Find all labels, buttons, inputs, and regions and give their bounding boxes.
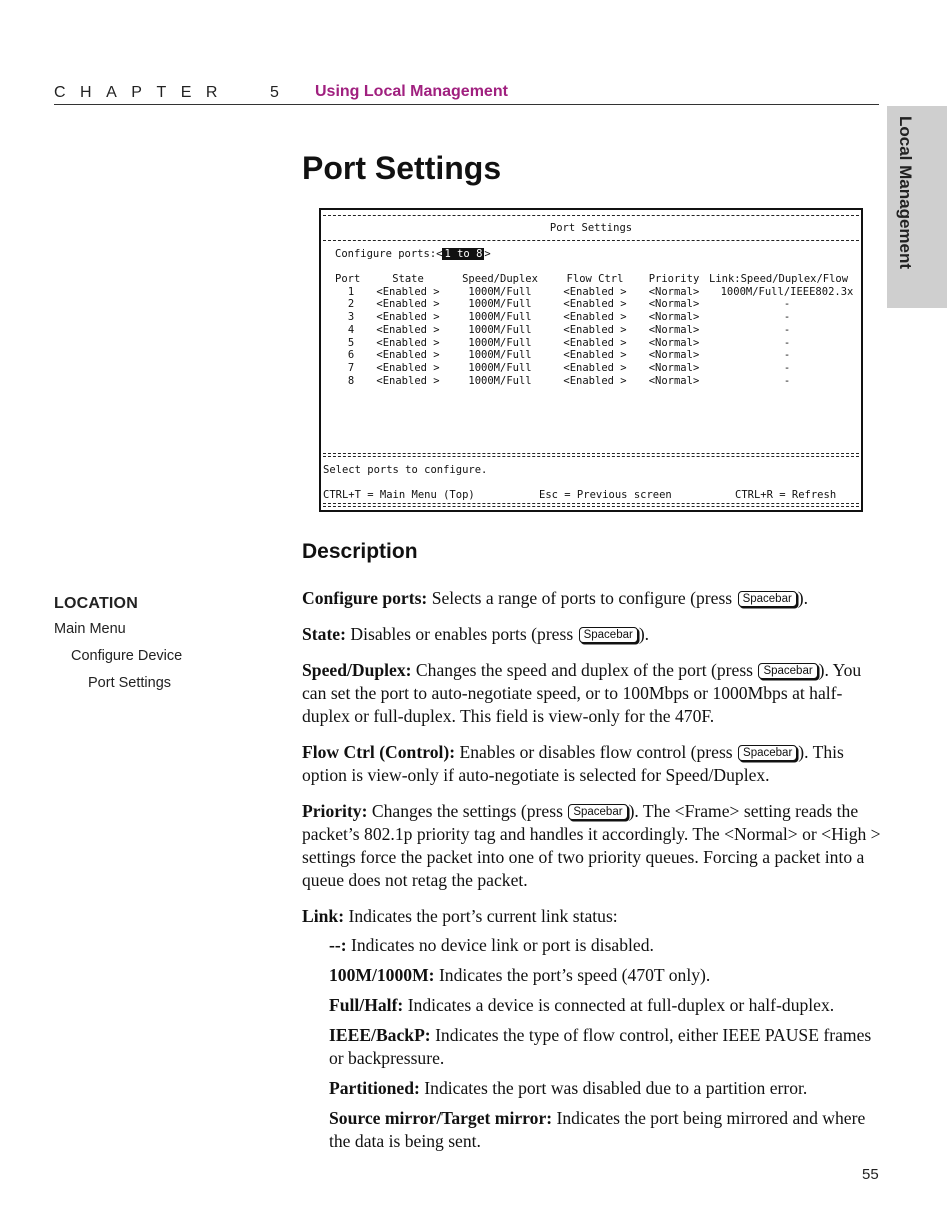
state-field[interactable]: <Enabled > <box>376 323 440 336</box>
state-field[interactable]: <Enabled > <box>376 298 440 311</box>
footer-refresh: CTRL+R = Refresh <box>735 489 837 501</box>
flow-ctrl-field[interactable]: <Enabled > <box>563 298 627 311</box>
footer-previous-screen: Esc = Previous screen <box>539 489 672 501</box>
column-header: Port <box>335 273 361 285</box>
speed-duplex-field[interactable]: 1000M/Full <box>468 285 532 298</box>
definition: Indicates no device link or port is disabled. <box>350 935 654 955</box>
port-number: 2 <box>347 298 355 311</box>
table-row <box>335 375 865 388</box>
priority-field[interactable]: <Normal> <box>648 298 700 311</box>
location-item: Port Settings <box>88 675 172 691</box>
priority-field[interactable]: <Normal> <box>648 311 700 324</box>
table-row <box>335 286 865 299</box>
term: 100M/1000M: <box>329 965 435 985</box>
term: Speed/Duplex: <box>302 660 412 680</box>
term: Link: <box>302 906 345 926</box>
desc-speed-duplex <box>302 659 882 728</box>
description-body <box>302 587 882 1160</box>
term: Flow Ctrl (Control): <box>302 742 456 762</box>
term: Partitioned: <box>329 1078 420 1098</box>
link-status: - <box>783 323 791 336</box>
port-number: 5 <box>347 336 355 349</box>
desc-link-sub <box>329 1024 882 1070</box>
divider <box>323 240 859 241</box>
port-number: 3 <box>347 311 355 324</box>
desc-link-sub <box>329 934 882 957</box>
priority-field[interactable]: <Normal> <box>648 361 700 374</box>
table-row <box>335 337 865 350</box>
description-heading: Description <box>302 540 418 563</box>
link-status: - <box>783 298 791 311</box>
link-status: 1000M/Full/IEEE802.3x <box>720 285 854 298</box>
chapter-word: CHAPTER <box>54 84 232 101</box>
definition: Selects a range of ports to configure (press <box>431 588 733 608</box>
speed-duplex-field[interactable]: 1000M/Full <box>468 323 532 336</box>
term: Configure ports: <box>302 588 428 608</box>
definition: ). The <Frame> setting reads the packet’s 802.1p priority tag and handles it accordingly. The <Normal> or <High > settings force the packet into one of two priority queues. Forcing a packet into a queue does not retag the packet. <box>302 801 881 890</box>
priority-field[interactable]: <Normal> <box>648 374 700 387</box>
state-field[interactable]: <Enabled > <box>376 361 440 374</box>
port-number: 1 <box>347 285 355 298</box>
desc-link-sub <box>329 994 882 1017</box>
port-number: 6 <box>347 349 355 362</box>
definition: ). This option is view-only if auto-negotiate is selected for Speed/Duplex. <box>302 742 844 785</box>
link-status: - <box>783 349 791 362</box>
term: Priority: <box>302 801 368 821</box>
link-status: - <box>783 374 791 387</box>
flow-ctrl-field[interactable]: <Enabled > <box>563 323 627 336</box>
priority-field[interactable]: <Normal> <box>648 323 700 336</box>
state-field[interactable]: <Enabled > <box>376 374 440 387</box>
link-status: - <box>783 361 791 374</box>
column-header: Speed/Duplex <box>462 273 538 285</box>
spacebar-key: Spacebar <box>738 745 797 761</box>
divider <box>323 453 859 457</box>
location-item: Main Menu <box>54 621 126 637</box>
flow-ctrl-field[interactable]: <Enabled > <box>563 374 627 387</box>
state-field[interactable]: <Enabled > <box>376 349 440 362</box>
term: IEEE/BackP: <box>329 1025 431 1045</box>
spacebar-key: Spacebar <box>758 663 817 679</box>
priority-field[interactable]: <Normal> <box>648 285 700 298</box>
term: Source mirror/Target mirror: <box>329 1108 553 1128</box>
definition: Indicates the port was disabled due to a partition error. <box>424 1078 808 1098</box>
definition: Indicates the port’s current link status: <box>348 906 618 926</box>
desc-flow-ctrl <box>302 741 882 787</box>
flow-ctrl-field[interactable]: <Enabled > <box>563 285 627 298</box>
chapter-number: 5 <box>270 84 279 101</box>
port-number: 4 <box>347 323 355 336</box>
definition: Enables or disables flow control (press <box>459 742 733 762</box>
flow-ctrl-field[interactable]: <Enabled > <box>563 311 627 324</box>
definition: Changes the settings (press <box>371 801 563 821</box>
term: Full/Half: <box>329 995 404 1015</box>
priority-field[interactable]: <Normal> <box>648 349 700 362</box>
definition: ). You can set the port to auto-negotiate speed, or to 100Mbps or 1000Mbps at half-duplex or full-duplex. This field is view-only for the 470F. <box>302 660 862 726</box>
flow-ctrl-field[interactable]: <Enabled > <box>563 361 627 374</box>
speed-duplex-field[interactable]: 1000M/Full <box>468 298 532 311</box>
definition: Indicates a device is connected at full-duplex or half-duplex. <box>407 995 835 1015</box>
desc-link-sub <box>329 964 882 987</box>
table-row <box>335 298 865 311</box>
definition: Indicates the type of flow control, either IEEE PAUSE frames or backpressure. <box>329 1025 872 1068</box>
desc-state: State: Disables or enables ports (press Spacebar ). <box>302 624 650 644</box>
column-header: Priority <box>648 273 700 285</box>
desc-link-sub <box>329 1077 882 1100</box>
desc-link-sub <box>329 1107 882 1153</box>
link-status: - <box>783 336 791 349</box>
divider <box>323 503 859 507</box>
definition: Indicates the port being mirrored and where the data is being sent. <box>329 1108 866 1151</box>
column-header: Flow Ctrl <box>566 273 624 285</box>
spacebar-key: Spacebar <box>568 804 627 820</box>
chapter-header <box>54 82 879 105</box>
page-title: Port Settings <box>302 150 502 186</box>
term: State: <box>302 624 346 644</box>
status-line: Select ports to configure. <box>323 464 488 476</box>
definition: Changes the speed and duplex of the port (press <box>415 660 754 680</box>
configure-ports-label: Configure ports:< <box>335 248 443 260</box>
speed-duplex-field[interactable]: 1000M/Full <box>468 361 532 374</box>
port-table <box>335 273 865 387</box>
desc-link <box>302 905 882 928</box>
table-row <box>335 362 865 375</box>
speed-duplex-field[interactable]: 1000M/Full <box>468 374 532 387</box>
state-field[interactable]: <Enabled > <box>376 285 440 298</box>
speed-duplex-field[interactable]: 1000M/Full <box>468 349 532 362</box>
speed-duplex-field[interactable]: 1000M/Full <box>468 311 532 324</box>
speed-duplex-field[interactable]: 1000M/Full <box>468 336 532 349</box>
configure-ports-field[interactable]: 1 to 8 <box>444 248 483 260</box>
link-status: - <box>783 311 791 324</box>
terminal-title: Port Settings <box>549 222 633 234</box>
desc-priority <box>302 800 882 892</box>
divider <box>323 215 859 216</box>
chapter-title: Using Local Management <box>315 83 508 100</box>
state-field[interactable]: <Enabled > <box>376 336 440 349</box>
table-row <box>335 324 865 337</box>
location-heading: LOCATION <box>54 595 138 612</box>
definition: Disables or enables ports (press <box>350 624 574 644</box>
flow-ctrl-field[interactable]: <Enabled > <box>563 336 627 349</box>
location-box <box>54 595 182 702</box>
port-number: 8 <box>347 374 355 387</box>
port-number: 7 <box>347 361 355 374</box>
side-tab <box>887 106 947 308</box>
desc-configure-ports: Configure ports: Selects a range of ports to configure (press Spacebar ). <box>302 588 809 608</box>
page-number: 55 <box>862 1166 879 1183</box>
location-item: Configure Device <box>71 648 183 664</box>
term: --: <box>329 935 347 955</box>
spacebar-key: Spacebar <box>738 591 797 607</box>
column-header: State <box>392 273 424 285</box>
definition: Indicates the port’s speed (470T only). <box>438 965 711 985</box>
side-tab-label: Local Management <box>896 116 915 270</box>
port-table-header <box>335 273 865 286</box>
configure-ports-row <box>335 248 491 260</box>
state-field[interactable]: <Enabled > <box>376 311 440 324</box>
footer-main-menu: CTRL+T = Main Menu (Top) <box>323 489 475 501</box>
configure-ports-close: > <box>484 248 491 260</box>
flow-ctrl-field[interactable]: <Enabled > <box>563 349 627 362</box>
table-row <box>335 311 865 324</box>
terminal-screen <box>319 208 863 512</box>
priority-field[interactable]: <Normal> <box>648 336 700 349</box>
column-header: Link:Speed/Duplex/Flow <box>709 273 849 285</box>
spacebar-key: Spacebar <box>579 627 638 643</box>
table-row <box>335 349 865 362</box>
